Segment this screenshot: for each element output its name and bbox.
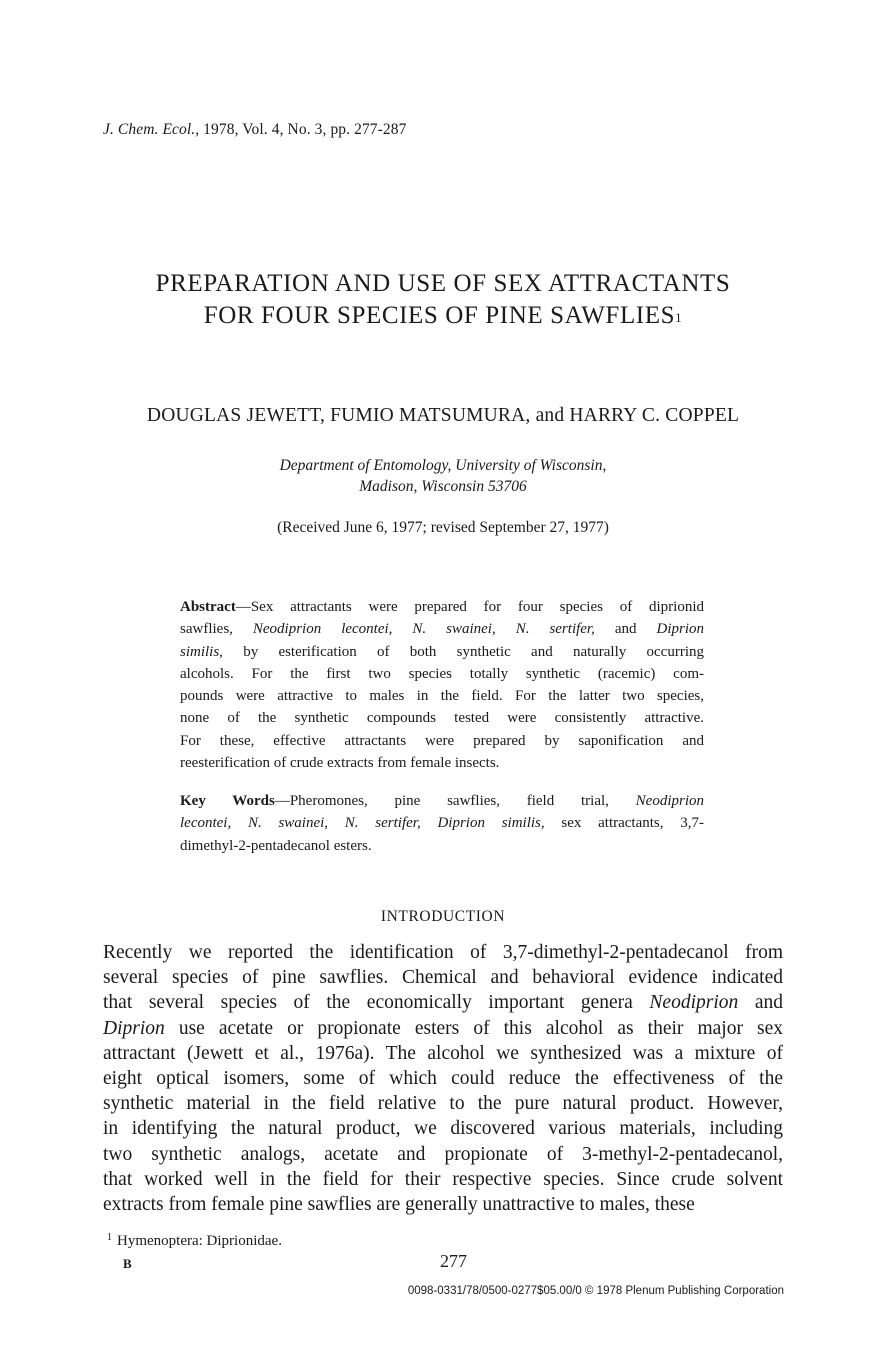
author-list: DOUGLAS JEWETT, FUMIO MATSUMURA, and HARRY C. COPPEL	[146, 405, 740, 426]
introduction-body	[103, 940, 783, 1217]
introduction-line: eight optical isomers, some of which could reduce the effectiveness of the	[103, 1068, 783, 1090]
introduction-line: Diprion use acetate or propionate esters of this alcohol as their major sex	[103, 1017, 783, 1039]
affiliation	[60, 455, 826, 497]
article-title	[60, 268, 826, 332]
journal-citation	[103, 121, 406, 139]
affiliation-line-1: Department of Entomology, University of Wisconsin,	[279, 457, 607, 474]
abstract-line: similis, by esterification of both synthetic and naturally occurring	[180, 643, 704, 660]
affiliation-line-2: Madison, Wisconsin 53706	[359, 478, 527, 495]
introduction-italic-term: Neodiprion	[649, 992, 739, 1014]
introduction-italic-term: Diprion	[103, 1017, 165, 1039]
abstract-italic-term: Neodiprion lecontei, N. swainei, N. sertifer,	[252, 621, 595, 638]
keywords-line: Key Words—Pheromones, pine sawflies, field trial, Neodiprion	[180, 793, 704, 809]
key-words	[180, 790, 704, 857]
keywords-italic-term: lecontei, N. swainei, N. sertifer, Diprion similis,	[180, 815, 545, 832]
title-line-2	[60, 300, 826, 332]
section-heading-introduction: INTRODUCTION	[380, 908, 506, 925]
abstract-line: For these, effective attractants were prepared by saponification and	[180, 732, 704, 749]
introduction-line: that worked well in the field for their respective species. Since crude solvent	[103, 1168, 783, 1190]
abstract-line: Abstract—Sex attractants were prepared for four species of diprionid	[180, 599, 704, 615]
signature-mark: B	[123, 1256, 132, 1271]
page-number: 277	[440, 1251, 467, 1271]
keywords-line: dimethyl-2-pentadecanol esters.	[180, 837, 372, 854]
abstract-line: alcohols. For the first two species totally synthetic (racemic) com-	[180, 665, 704, 682]
introduction-line: that several species of the economically important genera Neodiprion and	[103, 992, 783, 1014]
journal-name: J. Chem. Ecol.	[103, 121, 196, 138]
copyright-line: 0098-0331/78/0500-0277$05.00/0 © 1978 Plenum Publishing Corporation	[407, 1285, 784, 1297]
abstract-line: none of the synthetic compounds tested were consistently attractive.	[180, 710, 704, 727]
footnote-mark: 1	[107, 1232, 112, 1243]
abstract-label: Abstract	[180, 599, 236, 615]
keywords-line: lecontei, N. swainei, N. sertifer, Diprion similis, sex attractants, 3,7-	[180, 815, 704, 832]
abstract-line: pounds were attractive to males in the field. For the latter two species,	[180, 688, 704, 705]
keywords-label: Key Words	[180, 793, 275, 809]
title-footnote-mark: 1	[675, 310, 683, 325]
received-dates: (Received June 6, 1977; revised September 27, 1977)	[277, 519, 609, 536]
introduction-line: attractant (Jewett et al., 1976a). The alcohol we synthesized was a mixture of	[103, 1042, 783, 1064]
abstract-italic-term: similis,	[180, 643, 223, 660]
footnote	[107, 1233, 282, 1250]
introduction-line: several species of pine sawflies. Chemical and behavioral evidence indicated	[103, 967, 783, 989]
citation-details: , 1978, Vol. 4, No. 3, pp. 277-287	[195, 121, 407, 138]
introduction-line: synthetic material in the field relative to the pure natural product. However,	[103, 1093, 783, 1115]
abstract-line: sawflies, Neodiprion lecontei, N. swainei, N. sertifer, and Diprion	[180, 621, 704, 638]
introduction-line: extracts from female pine sawflies are generally unattractive to males, these	[103, 1194, 695, 1216]
footnote-text: Hymenoptera: Diprionidae.	[117, 1233, 282, 1249]
abstract	[180, 596, 704, 774]
keywords-italic-term: Neodiprion	[635, 793, 704, 809]
abstract-italic-term: Diprion	[656, 621, 704, 638]
abstract-line: reesterification of crude extracts from female insects.	[180, 755, 500, 772]
introduction-line: Recently we reported the identification of 3,7-dimethyl-2-pentadecanol from	[103, 942, 783, 963]
title-line-2-text: FOR FOUR SPECIES OF PINE SAWFLIES	[203, 302, 676, 329]
title-line-1: PREPARATION AND USE OF SEX ATTRACTANTS	[155, 270, 731, 297]
introduction-line: two synthetic analogs, acetate and propionate of 3-methyl-2-pentadecanol,	[103, 1143, 783, 1165]
introduction-line: in identifying the natural product, we discovered various materials, including	[103, 1118, 783, 1140]
